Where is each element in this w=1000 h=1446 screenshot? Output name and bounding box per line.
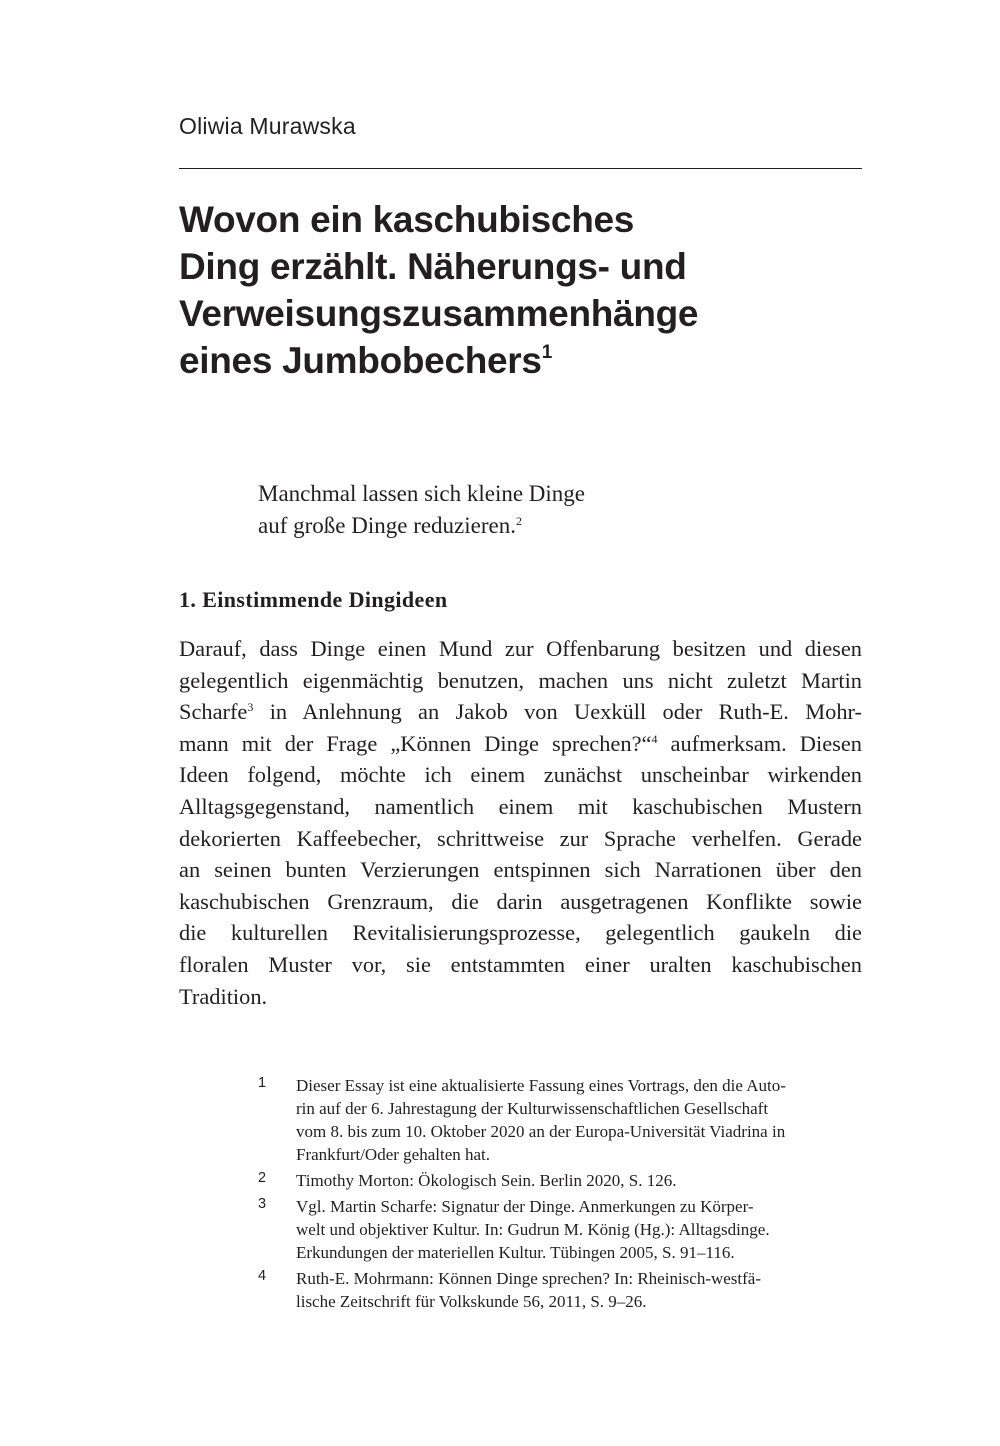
footnote-item xyxy=(258,1074,858,1166)
footnote-line: welt und objektiver Kultur. In: Gudrun M. König (Hg.): Alltagsdinge. xyxy=(296,1220,770,1239)
body-line: an seinen bunten Verzierungen entspinnen sich Narrationen über den xyxy=(179,857,862,883)
footnote-line: vom 8. bis zum 10. Oktober 2020 an der Europa-Universität Viadrina in xyxy=(296,1122,786,1141)
epigraph-line: Manchmal lassen sich kleine Dinge xyxy=(258,481,586,506)
body-line: dekorierten Kaffeebecher, schrittweise zur Sprache verhelfen. Gerade xyxy=(179,825,862,851)
footnote-text xyxy=(296,1169,858,1192)
body-line: kaschubischen Grenzraum, die darin ausgetragenen Konflikte sowie xyxy=(179,888,862,914)
footnote-number: 2 xyxy=(258,1170,267,1186)
footnote-item xyxy=(258,1267,858,1313)
article-title xyxy=(179,196,819,384)
footnote-text xyxy=(296,1267,858,1313)
footnote-line: rin auf der 6. Jahrestagung der Kulturwissenschaftlichen Gesellschaft xyxy=(296,1099,769,1118)
footnotes-list xyxy=(258,1074,858,1316)
epigraph-line-text: auf große Dinge reduzieren. xyxy=(258,513,516,538)
section-heading: 1. Einstimmende Dingideen xyxy=(179,587,448,612)
author-name: Oliwia Murawska xyxy=(179,113,356,139)
footnote-item xyxy=(258,1169,858,1192)
epigraph-line xyxy=(258,510,585,542)
body-text: aufmerksam. Diesen xyxy=(657,730,862,756)
body-line: floralen Muster vor, sie entstammten einer uralten kaschubischen xyxy=(179,951,862,977)
body-text: in Anlehnung an Jakob von Uexküll oder Ruth-E. Mohr- xyxy=(253,699,862,725)
title-line: Verweisungszusammenhänge xyxy=(179,293,699,334)
title-line xyxy=(179,337,819,384)
footnote-ref-1[interactable]: 1 xyxy=(541,342,552,363)
body-line: Alltagsgegenstand, namentlich einem mit kaschubischen Mustern xyxy=(179,793,862,819)
footnote-line: Frankfurt/Oder gehalten hat. xyxy=(296,1145,491,1164)
footnote-line: Erkundungen der materiellen Kultur. Tübingen 2005, S. 91–116. xyxy=(296,1243,735,1262)
footnote-line: Vgl. Martin Scharfe: Signatur der Dinge. Anmerkungen zu Körper- xyxy=(296,1197,754,1216)
body-line: Ideen folgend, möchte ich einem zunächst unscheinbar wirkenden xyxy=(179,762,862,788)
footnote-number: 1 xyxy=(258,1075,267,1091)
body-line: gelegentlich eigenmächtig benutzen, machen uns nicht zuletzt Martin xyxy=(179,667,862,693)
footnote-item xyxy=(258,1195,858,1264)
footnote-text xyxy=(296,1074,858,1166)
footnote-line: lische Zeitschrift für Volkskunde 56, 2011, S. 9–26. xyxy=(296,1292,647,1311)
body-line xyxy=(179,696,862,728)
body-line: Tradition. xyxy=(179,983,268,1009)
body-line: Darauf, dass Dinge einen Mund zur Offenbarung besitzen und diesen xyxy=(179,636,862,661)
body-text: Scharfe xyxy=(179,699,248,725)
title-line: Ding erzählt. Näherungs- und xyxy=(179,246,687,287)
body-line xyxy=(179,728,862,760)
footnote-number: 4 xyxy=(258,1268,267,1284)
title-line-text: eines Jumbobechers xyxy=(179,340,542,381)
title-line: Wovon ein kaschubisches xyxy=(179,199,635,240)
footnote-number: 3 xyxy=(258,1196,267,1212)
footnote-line: Dieser Essay ist eine aktualisierte Fassung eines Vortrags, den die Auto- xyxy=(296,1076,786,1095)
footnote-line: Timothy Morton: Ökologisch Sein. Berlin 2020, S. 126. xyxy=(296,1171,677,1190)
header-rule xyxy=(179,168,862,169)
body-paragraph xyxy=(179,633,862,1012)
footnote-ref-4[interactable]: 4 xyxy=(651,731,658,746)
footnote-ref-2[interactable]: 2 xyxy=(516,514,522,528)
body-line: die kulturellen Revitalisierungsprozesse, gelegentlich gaukeln die xyxy=(179,920,862,946)
footnote-line: Ruth-E. Mohrmann: Können Dinge sprechen? In: Rheinisch-westfä- xyxy=(296,1269,762,1288)
body-text: mann mit der Frage „Können Dinge sprechen?“ xyxy=(179,730,652,756)
epigraph xyxy=(258,478,585,542)
footnote-ref-3[interactable]: 3 xyxy=(247,700,254,715)
footnote-text xyxy=(296,1195,858,1264)
